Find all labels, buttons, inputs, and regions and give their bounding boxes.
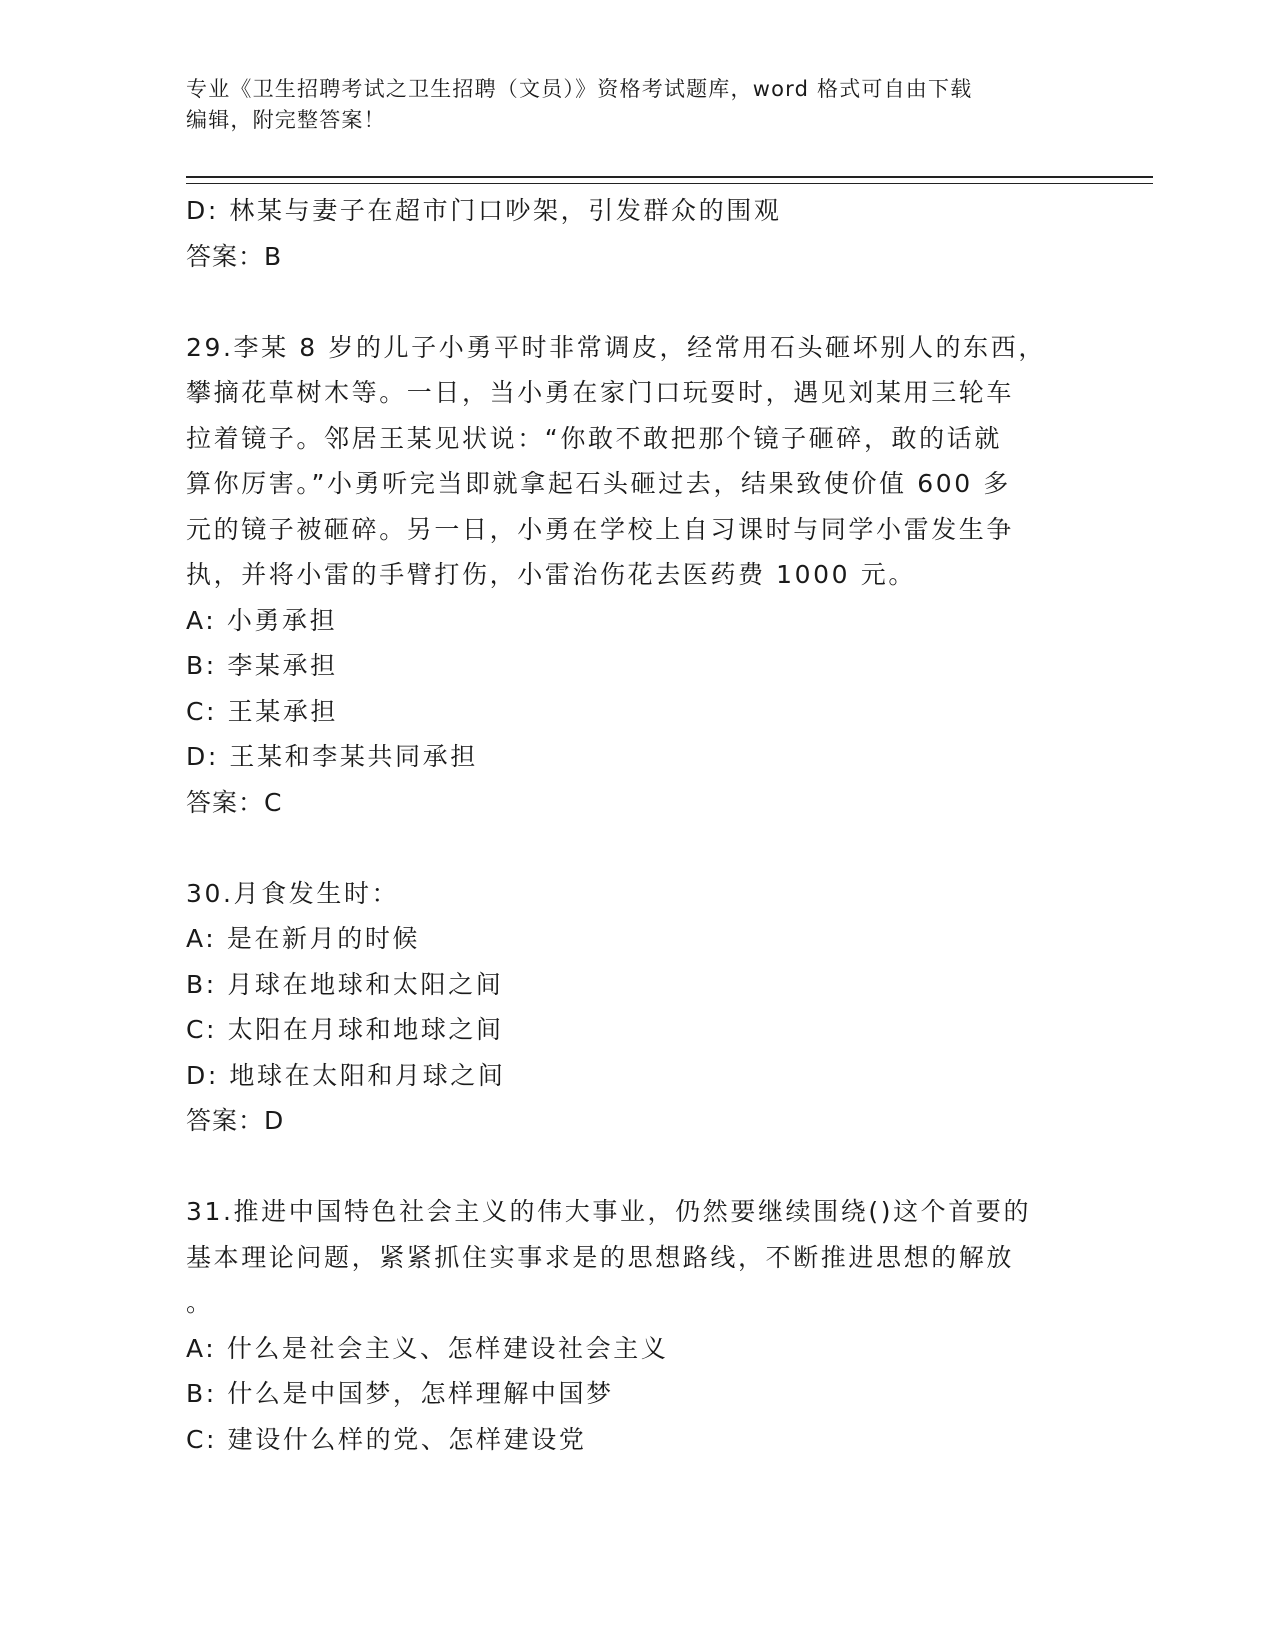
prev-answer: 答案：B (186, 241, 283, 271)
q31-option-a: A: 什么是社会主义、怎样建设社会主义 (186, 1333, 669, 1363)
q29-stem-line: 攀摘花草树木等。一日，当小勇在家门口玩耍时，遇见刘某用三轮车 (186, 378, 1015, 407)
document-header (186, 74, 1086, 136)
question-30 (186, 871, 1086, 1144)
q31-option-c: C: 建设什么样的党、怎样建设党 (186, 1424, 587, 1454)
spacer (186, 279, 1086, 325)
q29-stem-line: 拉着镜子。邻居王某见状说：“你敢不敢把那个镜子砸碎，敢的话就 (186, 423, 1002, 453)
q29-answer: 答案：C (186, 787, 283, 817)
q29-option-d: D: 王某和李某共同承担 (186, 742, 478, 771)
question-29 (186, 325, 1086, 826)
q31-option-b: B: 什么是中国梦，怎样理解中国梦 (186, 1379, 614, 1408)
q29-stem-line: 执，并将小雷的手臂打伤，小雷治伤花去医药费 1000 元。 (186, 560, 916, 589)
prev-option-d: D: 林某与妻子在超市门口吵架，引发群众的围观 (186, 196, 782, 225)
q30-option-c: C: 太阳在月球和地球之间 (186, 1015, 504, 1044)
q29-stem-line: 元的镜子被砸碎。另一日，小勇在学校上自习课时与同学小雷发生争 (186, 514, 1015, 544)
question-31 (186, 1189, 1086, 1462)
q29-stem-line: 29.李某 8 岁的儿子小勇平时非常调皮，经常用石头砸坏别人的东西， (186, 332, 1046, 362)
header-line-1: 专业《卫生招聘考试之卫生招聘（文员）》资格考试题库，word 格式可自由下载 (186, 77, 973, 101)
spacer (186, 825, 1086, 871)
q30-option-b: B: 月球在地球和太阳之间 (186, 969, 504, 999)
q31-stem-line: 31.推进中国特色社会主义的伟大事业，仍然要继续围绕()这个首要的 (186, 1197, 1032, 1226)
q29-option-b: B: 李某承担 (186, 651, 338, 680)
q29-option-a: A: 小勇承担 (186, 605, 338, 635)
q31-stem-line: 基本理论问题，紧紧抓住实事求是的思想路线，不断推进思想的解放 (186, 1242, 1015, 1272)
header-line-2: 编辑，附完整答案！ (186, 108, 386, 132)
q31-stem-line: 。 (186, 1288, 214, 1317)
spacer (186, 1144, 1086, 1190)
header-divider (186, 176, 1153, 184)
q30-option-d: D: 地球在太阳和月球之间 (186, 1060, 506, 1090)
q30-option-a: A: 是在新月的时候 (186, 924, 421, 953)
q30-stem-line: 30.月食发生时： (186, 878, 400, 908)
question-content (186, 188, 1086, 1462)
q29-option-c: C: 王某承担 (186, 696, 339, 726)
q30-answer: 答案：D (186, 1106, 285, 1135)
q29-stem-line: 算你厉害。”小勇听完当即就拿起石头砸过去，结果致使价值 600 多 (186, 469, 1011, 498)
